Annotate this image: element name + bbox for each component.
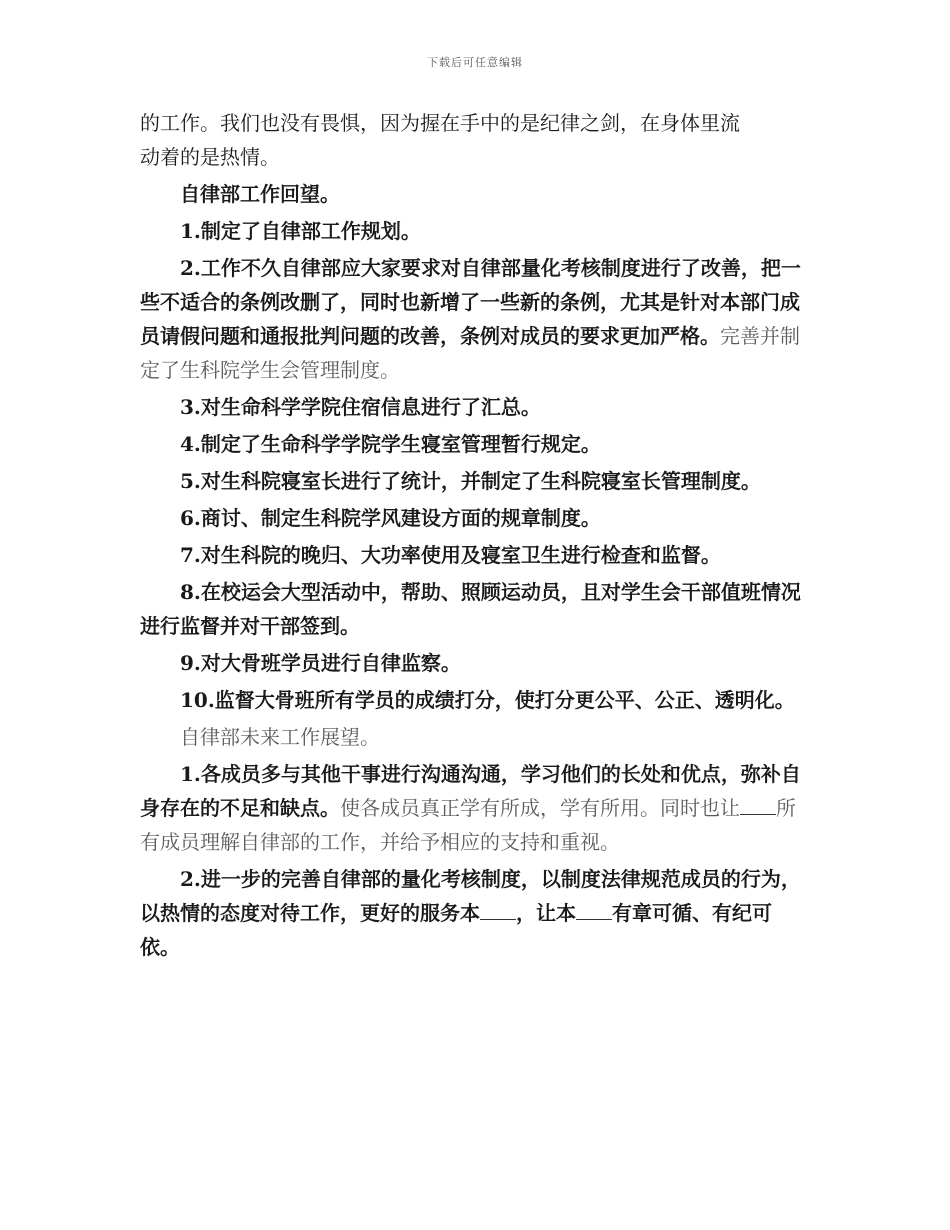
text-line: 动着的是热情。 bbox=[140, 145, 280, 169]
page-header: 下载后可任意编辑 bbox=[427, 56, 523, 69]
list-item-6: 6.商讨、制定生科院学风建设方面的规章制度。 bbox=[180, 506, 601, 530]
future-item-1-note-a: 使各成员真正学有所成，学有所用。同时也让 bbox=[340, 796, 740, 820]
list-item-9: 9.对大骨班学员进行自律监察。 bbox=[180, 651, 461, 675]
list-item-2 bbox=[140, 251, 810, 387]
paragraph-continuation bbox=[140, 106, 810, 174]
section-heading-outlook: 自律部未来工作展望。 bbox=[180, 725, 380, 749]
future-item-2-part-c: 有章可循、有纪可依。 bbox=[140, 901, 772, 959]
list-item-2-note: 完善并制定了生科院学生会管理制度。 bbox=[140, 324, 800, 382]
list-item-1: 1.制定了自律部工作规划。 bbox=[180, 219, 421, 243]
document-body bbox=[140, 106, 810, 967]
future-item-1 bbox=[140, 757, 810, 859]
list-item-7: 7.对生科院的晚归、大功率使用及寝室卫生进行检查和监督。 bbox=[180, 543, 721, 567]
future-item-1-main: 1.各成员多与其他干事进行沟通沟通，学习他们的长处和优点，弥补自身存在的不足和缺点。 bbox=[140, 762, 801, 820]
list-item-10: 10.监督大骨班所有学员的成绩打分，使打分更公平、公正、透明化。 bbox=[180, 688, 795, 712]
blank-line bbox=[480, 901, 516, 920]
list-item-3: 3.对生命科学学院住宿信息进行了汇总。 bbox=[180, 395, 541, 419]
future-item-2-part-b: ，让本 bbox=[516, 901, 576, 925]
future-item-2 bbox=[140, 862, 810, 964]
list-item-8: 8.在校运会大型活动中，帮助、照顾运动员，且对学生会干部值班情况进行监督并对干部签到。 bbox=[140, 580, 801, 638]
blank-line bbox=[740, 796, 776, 815]
text-line: 的工作。我们也没有畏惧，因为握在手中的是纪律之剑，在身体里流 bbox=[140, 111, 740, 135]
list-item-5: 5.对生科院寝室长进行了统计，并制定了生科院寝室长管理制度。 bbox=[180, 469, 761, 493]
future-item-1-note-b: 所有成员理解自律部的工作，并给予相应的支持和重视。 bbox=[140, 796, 796, 854]
blank-line bbox=[576, 901, 612, 920]
list-item-4: 4.制定了生命科学学院学生寝室管理暂行规定。 bbox=[180, 432, 601, 456]
list-item-2-main: 2.工作不久自律部应大家要求对自律部量化考核制度进行了改善，把一些不适合的条例改删了，同时也新增了一些新的条例，尤其是针对本部门成员请假问题和通报批判问题的改善，条例对成员的要求更加严格。 bbox=[140, 256, 801, 348]
future-item-2-part-a: 2.进一步的完善自律部的量化考核制度，以制度法律规范成员的行为，以热情的态度对待工作，更好的服务本 bbox=[140, 867, 801, 925]
section-heading-review: 自律部工作回望。 bbox=[180, 182, 340, 206]
